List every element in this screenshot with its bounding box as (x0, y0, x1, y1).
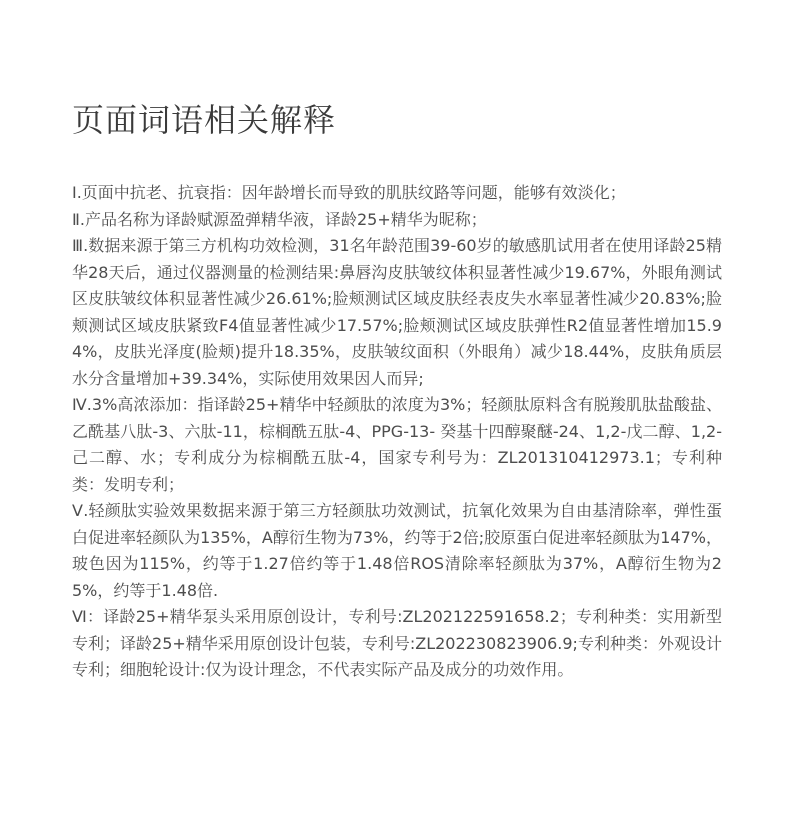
explanation-item-3: Ⅲ.数据来源于第三方机构功效检测，31名年龄范围39-60岁的敏感肌试用者在使用译龄25精华28天后，通过仪器测量的检测结果:鼻唇沟皮肤皱纹体积显著性减少19.67%，外眼角测试区皮肤皱纹体积显著性减少26.61%;脸颊测试区域皮肤经表皮失水率显著性减少20.83%;脸颊测试区域皮肤紧致F4值显著性减少17.57%;脸颊测试区域皮肤弹性R2值显著性增加15.94%，皮肤光泽度(脸颊)提升18.35%，皮肤皱纹面积（外眼角）减少18.44%，皮肤角质层水分含量增加+39.34%，实际使用效果因人而异; (72, 236, 722, 388)
explanation-item-6: Ⅵ：译龄25+精华泵头采用原创设计，专利号:ZL202122591658.2；专利种类：实用新型专利；译龄25+精华采用原创设计包装，专利号:ZL202230823906.9;专利种类：外观设计专利；细胞轮设计:仅为设计理念，不代表实际产品及成分的功效作用。 (72, 607, 722, 679)
explanation-item-4: Ⅳ.3%高浓添加：指译龄25+精华中轻颜肽的浓度为3%；轻颜肽原料含有脱羧肌肽盐酸盐、乙酰基八肽-3、六肽-11，棕榈酰五肽-4、PPG-13- 癸基十四醇聚醚-24、1,2-戊二醇、1,2-己二醇、水；专利成分为棕榈酰五肽-4，国家专利号为：ZL201310412973.1；专利种类：发明专利； (72, 395, 722, 494)
explanation-item-1: Ⅰ.页面中抗老、抗衰指：因年龄增长而导致的肌肤纹路等问题，能够有效淡化； (72, 183, 626, 202)
page-title: 页面词语相关解释 (72, 101, 337, 139)
explanation-item-2: Ⅱ.产品名称为译龄赋源盈弹精华液，译龄25+精华为昵称； (72, 209, 487, 229)
explanation-item-5: Ⅴ.轻颜肽实验效果数据来源于第三方轻颜肽功效测试，抗氧化效果为自由基清除率，弹性蛋白促进率轻颜队为135%，A醇衍生物为73%，约等于2倍;胶原蛋白促进率轻颜肽为147%，玻色因为115%，约等于1.27倍约等于1.48倍ROS清除率轻颜肽为37%，A醇衍生物为25%，约等于1.48倍. (72, 501, 722, 600)
explanation-list (72, 180, 722, 684)
